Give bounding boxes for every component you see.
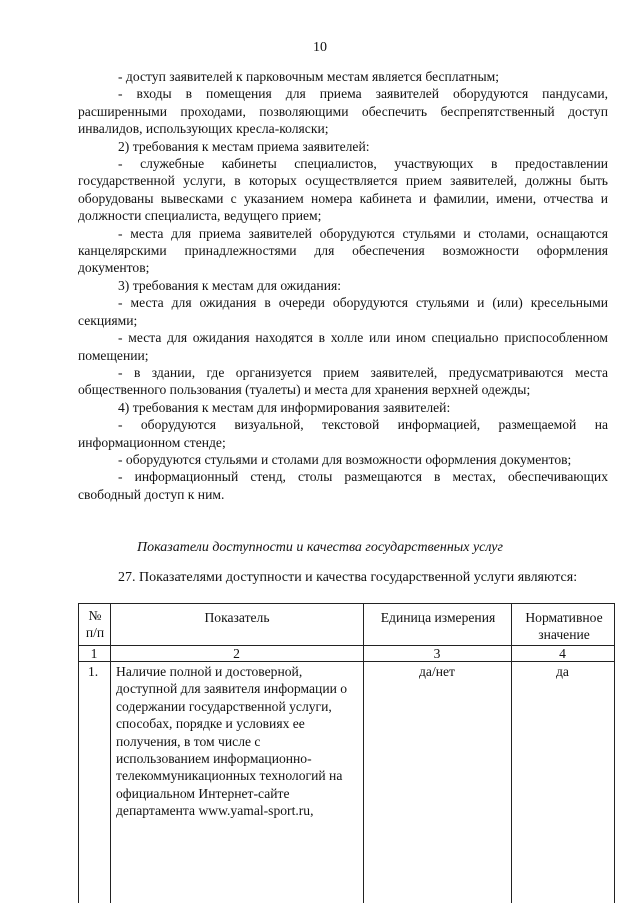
header-num: № п/п [85,608,105,641]
paragraph: - информационный стенд, столы размещаются в местах, обеспечивающих свободный доступ к ним. [78,469,608,502]
row-1-num: 1. [88,664,99,679]
paragraph: - в здании, где организуется прием заявителей, предусматриваются места общественного пользования (туалеты) и места для хранения верхней одежды; [78,364,608,398]
paragraph: - оборудуются визуальной, текстовой информацией, размещаемой на информационном стенде; [78,417,608,450]
col-number-1: 1 [90,646,98,661]
paragraph: - входы в помещения для приема заявителей оборудуются пандусами, расширенными проходами, позволяющими обеспечить беспрепятственный доступ инвалидов, использующих кресла-коляски; [78,86,608,137]
table-border-top [78,603,615,604]
paragraph: - места для ожидания находятся в холле или ином специально приспособленном помещении; [78,330,608,363]
paragraph: - оборудуются стульями и столами для возможности оформления документов; [118,451,572,467]
section-title: Показатели доступности и качества государственных услуг [137,540,503,555]
row-1-value: да [556,664,569,679]
paragraph: - доступ заявителей к парковочным местам является бесплатным; [118,69,500,84]
document-body [78,68,608,503]
table-intro: 27. Показателями доступности и качества государственной услуги являются: [118,570,578,585]
header-value: Нормативное значение [525,610,603,643]
paragraph: 4) требования к местам для информирования заявителей: [118,399,451,415]
header-unit: Единица измерения [380,610,496,625]
paragraph: 3) требования к местам для ожидания: [118,277,342,293]
row-1-unit: да/нет [419,664,455,679]
col-number-3: 3 [433,646,441,661]
paragraph: - места для приема заявителей оборудуются стульями и столами, оснащаются канцелярскими принадлежностями для обеспечения возможности оформления документов; [78,225,608,276]
table-border-right [614,603,615,903]
paragraph: - служебные кабинеты специалистов, участвующих в предоставлении государственной услуги, в которых осуществляется прием заявителей, должны быть оборудованы вывесками с указанием номера кабинета и фамилии, имени, отчества и должности специалиста, ведущего прием; [78,156,608,224]
col-number-4: 4 [559,646,566,661]
row-1-indicator: Наличие полной и достоверной, доступной для заявителя информации о содержании государственной услуги, способах, порядке и условиях ее получения, в том числе с использованием информационно-телекоммуникационных технологий на официальном Интернет-сайте департамента www.yamal-sport.ru, [116,664,348,819]
header-indicator: Показатель [204,610,270,625]
col-number-2: 2 [233,646,240,661]
indicators-table [78,603,615,903]
paragraph: 2) требования к местам приема заявителей: [118,138,370,154]
paragraph: - места для ожидания в очереди оборудуются стульями и (или) кресельными секциями; [78,295,608,328]
page-number: 10 [313,40,327,55]
